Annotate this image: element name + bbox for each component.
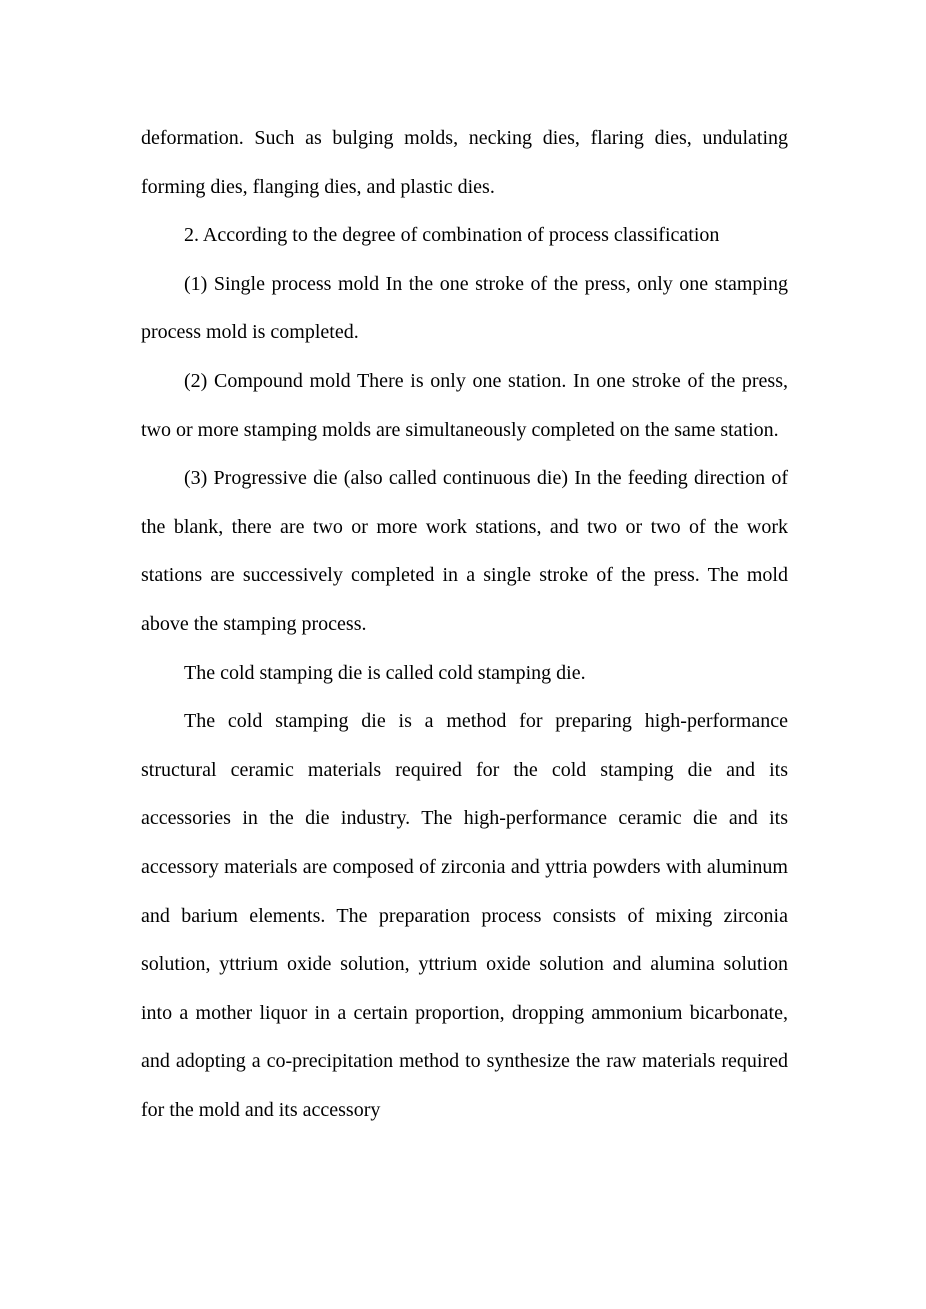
paragraph-process-classification-heading: 2. According to the degree of combination of process classification: [184, 224, 720, 247]
paragraph-ceramic-preparation-method: The cold stamping die is a method for preparing high-performance structural ceramic materials required for the cold stamping die and its accessories in the die industry. The high-performance ceramic die and its accessory materials are composed of zirconia and yttria powders with aluminum and barium elements. The preparation process consists of mixing zirconia solution, yttrium oxide solution, yttrium oxide solution and alumina solution into a mother liquor in a certain proportion, dropping ammonium bicarbonate, and adopting a co-precipitation method to synthesize the raw materials required for the mold and its accessory: [141, 710, 788, 1121]
paragraph-progressive-die: (3) Progressive die (also called continuous die) In the feeding direction of the blank, there are two or more work stations, and two or two of the work stations are successively completed in a single stroke of the press. The mold above the stamping process.: [141, 467, 788, 635]
paragraph-cold-stamping-die-definition: The cold stamping die is called cold stamping die.: [184, 661, 586, 684]
paragraph-single-process-mold: (1) Single process mold In the one stroke of the press, only one stamping process mold is completed.: [141, 272, 788, 344]
document-body: [141, 114, 788, 1134]
paragraph-deformation-continued: deformation. Such as bulging molds, necking dies, flaring dies, undulating forming dies, flanging dies, and plastic dies.: [141, 127, 788, 198]
paragraph-compound-mold: (2) Compound mold There is only one station. In one stroke of the press, two or more stamping molds are simultaneously completed on the same station.: [141, 369, 788, 441]
